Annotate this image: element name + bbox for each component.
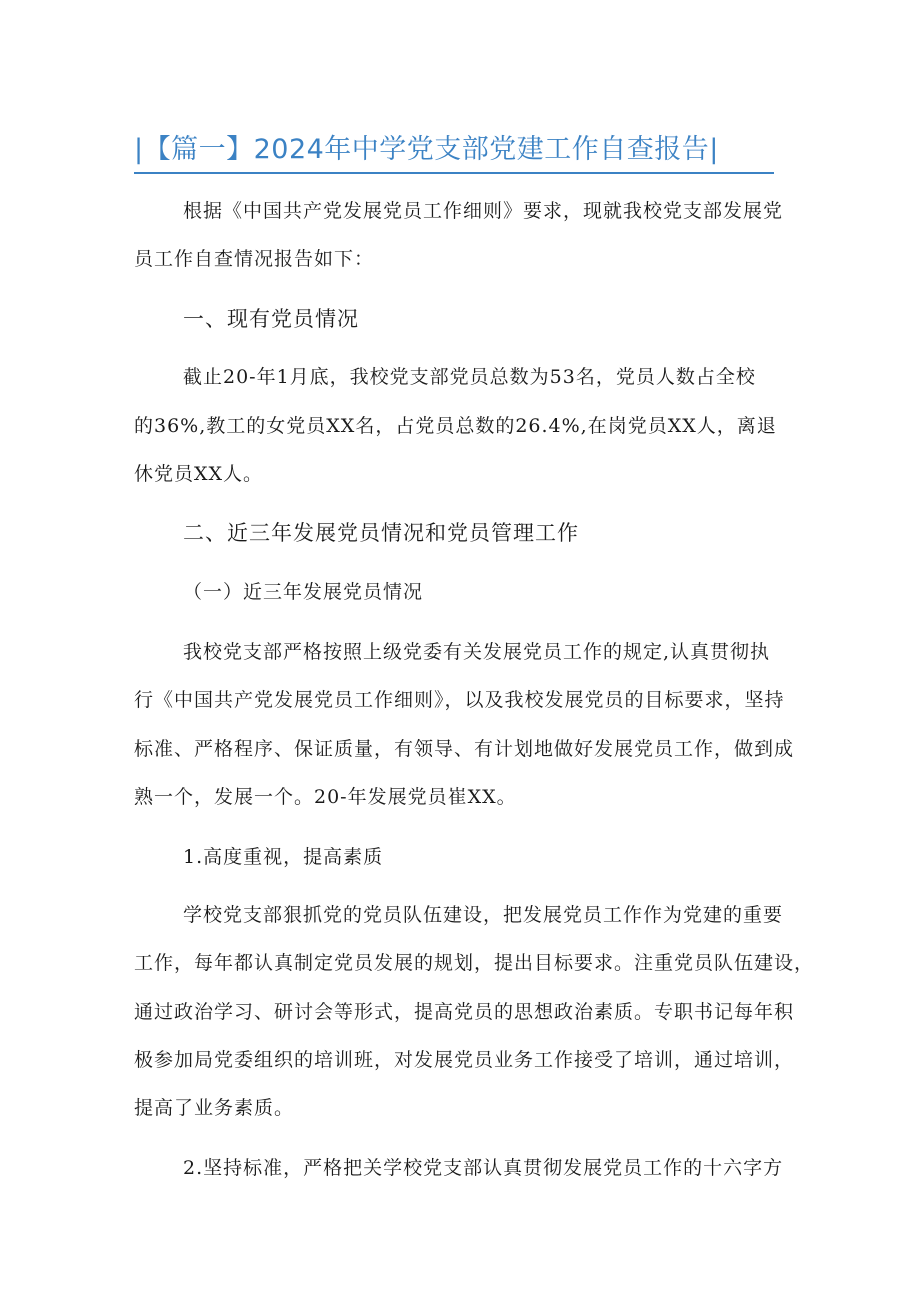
section-heading-1: 一、现有党员情况 xyxy=(183,307,359,331)
document-title: |【篇一】2024年中学党支部党建工作自查报告| xyxy=(134,128,774,174)
paragraph-quality-line-3: 通过政治学习、研讨会等形式，提高党员的思想政治素质。专职书记每年积 xyxy=(134,1001,795,1023)
paragraph-quality-line-1: 学校党支部狠抓党的党员队伍建设，把发展党员工作作为党建的重要 xyxy=(183,904,784,926)
paragraph-intro-line-1: 根据《中国共产党发展党员工作细则》要求，现就我校党支部发展党 xyxy=(183,200,784,222)
paragraph-development-line-1: 我校党支部严格按照上级党委有关发展党员工作的规定,认真贯彻执 xyxy=(183,641,771,663)
section-heading-2: 二、近三年发展党员情况和党员管理工作 xyxy=(183,521,579,545)
item-heading-1: 1.高度重视，提高素质 xyxy=(183,846,384,868)
paragraph-intro-line-2: 员工作自查情况报告如下： xyxy=(134,248,375,270)
paragraph-members-line-1: 截止20-年1月底，我校党支部党员总数为53名，党员人数占全校 xyxy=(183,366,756,388)
item-heading-2: 2.坚持标准，严格把关学校党支部认真贯彻发展党员工作的十六字方 xyxy=(183,1157,784,1179)
paragraph-quality-line-2: 工作，每年都认真制定党员发展的规划，提出目标要求。注重党员队伍建设， xyxy=(134,952,815,974)
paragraph-members-line-2: 的36%,教工的女党员XX名，占党员总数的26.4%,在岗党员XX人，离退 xyxy=(134,415,777,437)
paragraph-quality-line-5: 提高了业务素质。 xyxy=(134,1097,295,1119)
paragraph-quality-line-4: 极参加局党委组织的培训班，对发展党员业务工作接受了培训，通过培训， xyxy=(134,1049,795,1071)
subsection-heading-1: （一）近三年发展党员情况 xyxy=(183,581,424,603)
paragraph-development-line-3: 标准、严格程序、保证质量，有领导、有计划地做好发展党员工作，做到成 xyxy=(134,738,795,760)
paragraph-members-line-3: 休党员XX人。 xyxy=(134,463,264,485)
paragraph-development-line-2: 行《中国共产党发展党员工作细则》，以及我校发展党员的目标要求，坚持 xyxy=(134,689,785,711)
paragraph-development-line-4: 熟一个，发展一个。20-年发展党员崔XX。 xyxy=(134,786,517,808)
